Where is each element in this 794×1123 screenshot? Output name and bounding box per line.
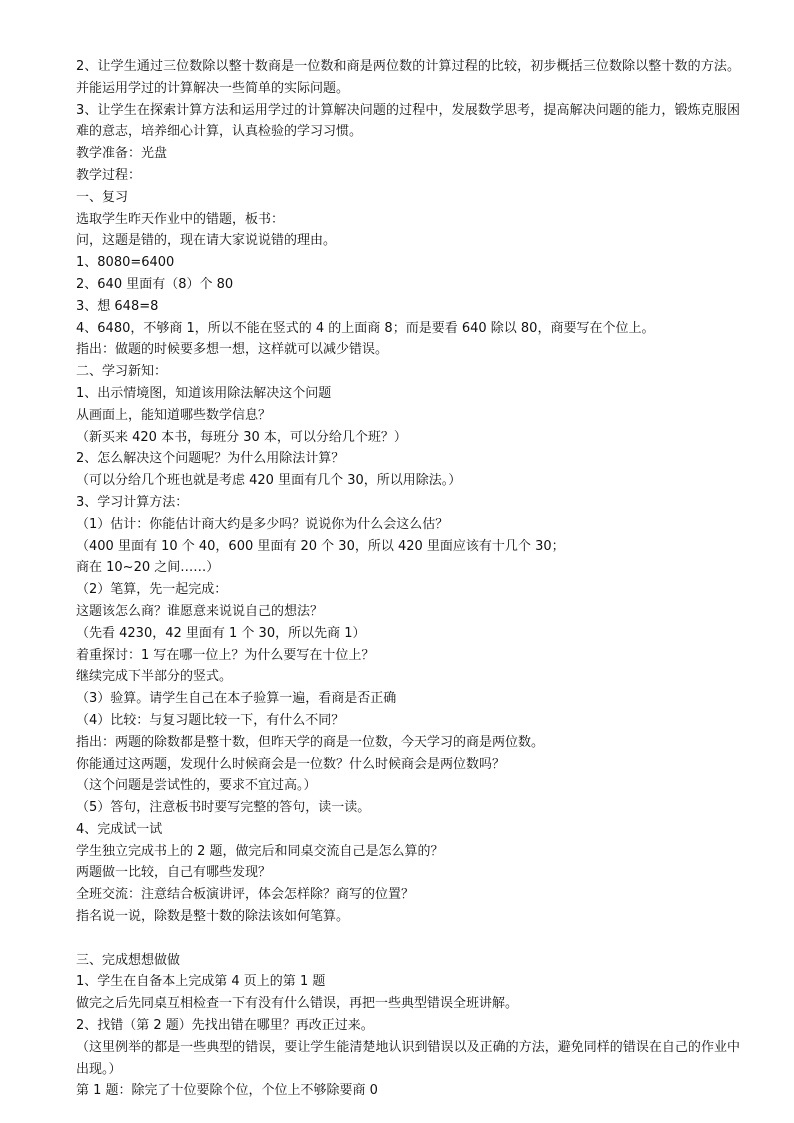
blank-line <box>76 928 740 950</box>
teaching-process-heading: 教学过程： <box>76 167 142 183</box>
text-line: 继续完成下半部分的竖式。 <box>76 669 233 685</box>
text-line: 商在 10~20 之间……） <box>76 560 220 576</box>
section-heading-review: 一、复习 <box>76 189 129 205</box>
text-line: （400 里面有 10 个 40，600 里面有 20 个 30，所以 420 里面应该有十几个 30； <box>76 538 565 554</box>
text-line: 3、想 648=8 <box>76 298 159 314</box>
text-line: （先看 4230，42 里面有 1 个 30，所以先商 1） <box>76 625 366 641</box>
document-page <box>76 56 740 1102</box>
text-line: （3）验算。请学生自己在本子验算一遍，看商是否正确 <box>76 691 397 707</box>
text-line: 第 1 题：除完了十位要除个位，个位上不够除要商 0 <box>76 1083 378 1099</box>
text-line: 2、怎么解决这个问题呢？为什么用除法计算？ <box>76 451 345 467</box>
text-line: 从画面上，能知道哪些数学信息？ <box>76 407 272 423</box>
text-line: （这个问题是尝试性的，要求不宜过高。） <box>76 778 317 794</box>
text-paragraph: （这里例举的都是一些典型的错误，要让学生能清楚地认识到错误以及正确的方法，避免同样的错误在自己的作业中出现。） <box>76 1039 740 1077</box>
text-line: 2、640 里面有（8）个 80 <box>76 276 234 292</box>
text-line: （2）笔算，先一起完成： <box>76 582 228 598</box>
text-line: 2、找错（第 2 题）先找出错在哪里？再改正过来。 <box>76 1018 374 1034</box>
text-line: 1、出示情境图，知道该用除法解决这个问题 <box>76 385 332 401</box>
goal-paragraph-2: 2、让学生通过三位数除以整十数商是一位数和商是两位数的计算过程的比较，初步概括三位数除以整十数的方法。并能运用学过的计算解决一些简单的实际问题。 <box>76 59 740 96</box>
text-line: 1、8080=6400 <box>76 255 175 271</box>
text-line: 1、学生在自备本上完成第 4 页上的第 1 题 <box>76 974 326 990</box>
text-line: （可以分给几个班也就是考虑 420 里面有几个 30，所以用除法。） <box>76 473 462 489</box>
text-line: （5）答句，注意板书时要写完整的答句，读一读。 <box>76 800 371 816</box>
text-line: 全班交流：注意结合板演讲评，体会怎样除？商写的位置？ <box>76 887 415 903</box>
text-line: 这题该怎么商？谁愿意来说说自己的想法？ <box>76 603 324 619</box>
text-line: 4、6480，不够商 1，所以不能在竖式的 4 的上面商 8；而是要看 640 除以 80，商要写在个位上。 <box>76 320 655 336</box>
text-line: 指出：两题的除数都是整十数，但昨天学的商是一位数，今天学习的商是两位数。 <box>76 734 545 750</box>
text-line: 两题做一比较，自己有哪些发现？ <box>76 865 272 881</box>
text-line: 指出：做题的时候要多想一想，这样就可以减少错误。 <box>76 342 389 358</box>
text-line: 着重探讨：1 写在哪一位上？为什么要写在十位上？ <box>76 647 375 663</box>
text-line: 指名说一说，除数是整十数的除法该如何笔算。 <box>76 909 350 925</box>
text-line: 问，这题是错的，现在请大家说说错的理由。 <box>76 233 337 249</box>
goal-paragraph-3: 3、让学生在探索计算方法和运用学过的计算解决问题的过程中，发展数学思考，提高解决问题的能力，锻炼克服困难的意志，培养细心计算，认真检验的学习习惯。 <box>76 102 740 140</box>
section-heading-practice: 三、完成想想做做 <box>76 952 181 968</box>
teaching-preparation: 教学准备：光盘 <box>76 146 168 162</box>
text-line: 你能通过这两题，发现什么时候商会是一位数？什么时候商会是两位数吗？ <box>76 756 506 772</box>
text-line: 学生独立完成书上的 2 题，做完后和同桌交流自己是怎么算的？ <box>76 843 444 859</box>
text-line: （新买来 420 本书，每班分 30 本，可以分给几个班？） <box>76 429 407 445</box>
text-line: 选取学生昨天作业中的错题，板书： <box>76 211 285 227</box>
text-line: 做完之后先同桌互相检查一下有没有什么错误，再把一些典型错误全班讲解。 <box>76 996 519 1012</box>
section-heading-new-knowledge: 二、学习新知： <box>76 364 168 380</box>
text-line: （4）比较：与复习题比较一下，有什么不同？ <box>76 712 345 728</box>
text-line: （1）估计：你能估计商大约是多少吗？说说你为什么会这么估？ <box>76 516 449 532</box>
text-line: 3、学习计算方法： <box>76 494 189 510</box>
text-line: 4、完成试一试 <box>76 821 163 837</box>
